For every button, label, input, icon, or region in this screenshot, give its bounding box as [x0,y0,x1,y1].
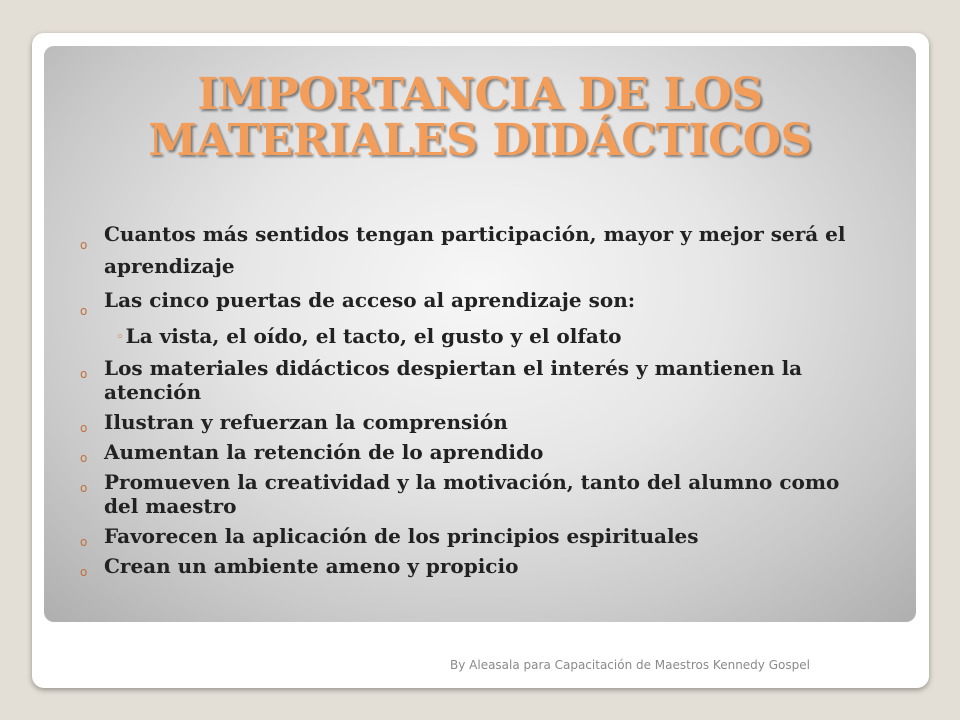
sub-bullet-item [80,320,860,356]
bullet-text: Crean un ambiente ameno y propicio [104,554,519,578]
bullet-marker-icon: o [80,565,88,579]
bullet-marker-icon: o [80,451,88,465]
title-line-1: IMPORTANCIA DE LOS [197,69,763,120]
bullet-text: Los materiales didácticos despiertan el interés y mantienen la atención [104,356,803,404]
bullet-marker-icon: o [80,367,88,381]
bullet-text: Cuantos más sentidos tengan participación, mayor y mejor será el aprendizaje [104,222,846,278]
bullet-text: Promueven la creatividad y la motivación, tanto del alumno como del maestro [104,470,840,518]
bullet-list [80,218,860,578]
bullet-item [80,524,860,548]
bullet-item [80,440,860,464]
bullet-item [80,284,860,316]
bullet-text: Aumentan la retención de lo aprendido [104,440,544,464]
bullet-item [80,356,860,404]
bullet-marker-icon: o [80,535,88,549]
bullet-marker-icon: o [80,481,88,495]
bullet-item [80,410,860,434]
title-line-2: MATERIALES DIDÁCTICOS [148,115,812,166]
bullet-text: Favorecen la aplicación de los principios espirituales [104,524,699,548]
bullet-marker-icon: o [80,421,88,435]
bullet-marker-icon: o [80,304,88,318]
bullet-item [80,470,860,518]
bullet-text: Las cinco puertas de acceso al aprendizaje son: [104,288,636,312]
bullet-item [80,554,860,578]
bullet-item [80,218,860,282]
bullet-text: Ilustran y refuerzan la comprensión [104,410,508,434]
bullet-marker-icon: o [80,238,88,252]
sub-bullet-marker-icon: ◦ [116,330,124,345]
slide-footer: By Aleasala para Capacitación de Maestros Kennedy Gospel [450,658,810,672]
slide-title [44,69,916,166]
sub-bullet-text: La vista, el oído, el tacto, el gusto y el olfato [125,324,622,348]
